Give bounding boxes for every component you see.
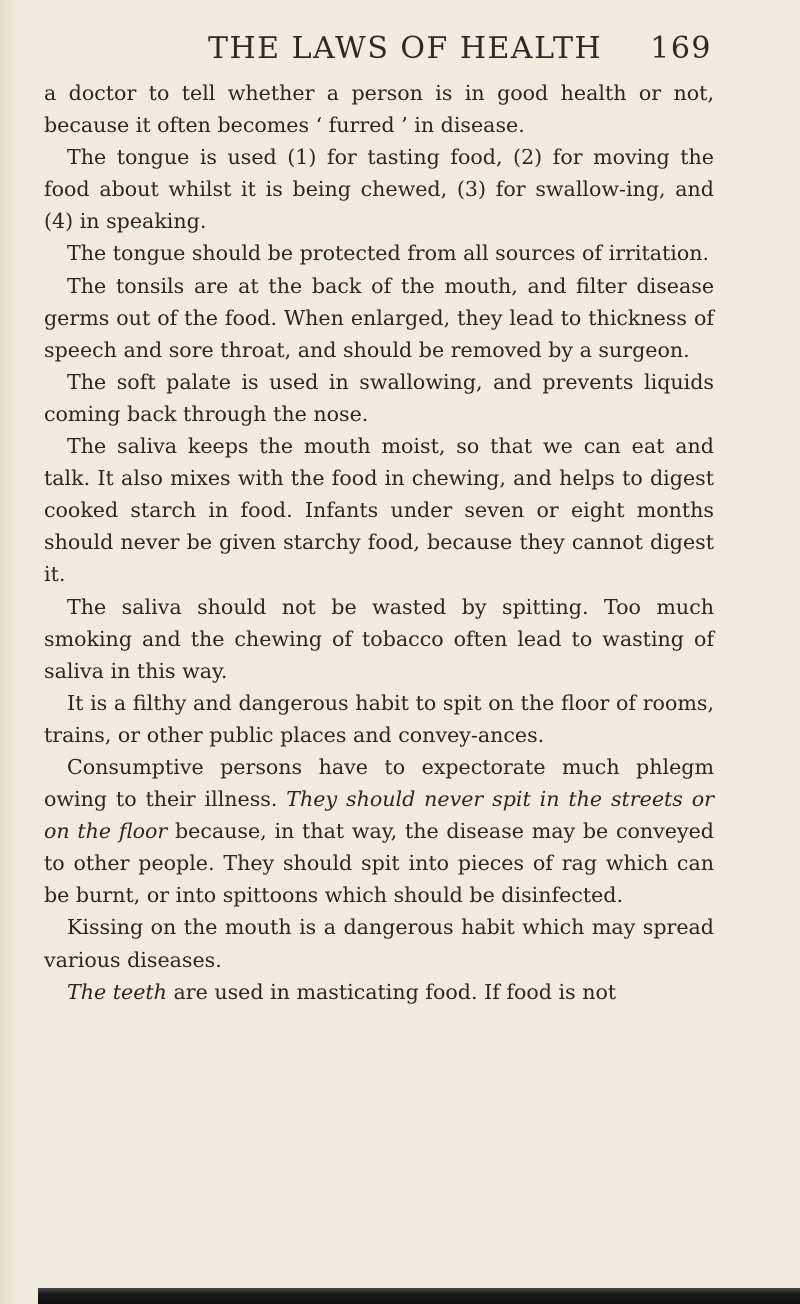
body-text: [44, 77, 714, 1008]
running-title: THE LAWS OF HEALTH: [208, 30, 603, 66]
page-number: 169: [650, 30, 712, 66]
paragraph-consumptive: [44, 751, 714, 911]
paragraph-saliva: The saliva keeps the mouth moist, so that we can eat and talk. It also mixes with the food in chewing, and helps to digest cooked starch in food. Infants under seven or eight months should never be given starchy food, because they cannot digest it.: [44, 434, 714, 587]
paragraph-soft-palate: The soft palate is used in swallowing, and prevents liquids coming back through the nose.: [44, 369, 714, 426]
paragraph-teeth: [44, 976, 714, 1008]
consumptive-text-after: because, in that way, the disease may be conveyed to other people. They should spit into pieces of rag which can be burnt, or into spittoons which should be disinfected.: [44, 819, 714, 908]
page-bottom-edge: [38, 1288, 800, 1304]
paragraph-tongue-uses: The tongue is used (1) for tasting food, (2) for moving the food about whilst it is being chewed, (3) for swallow-ing, and (4) in speaking.: [44, 145, 714, 234]
paragraph-tonsils: The tonsils are at the back of the mouth, and filter disease germs out of the food. When enlarged, they lead to thickness of speech and sore throat, and should be removed by a surgeon.: [44, 273, 714, 362]
paragraph-tongue-protection: The tongue should be protected from all sources of irritation.: [67, 241, 710, 266]
consumptive-text-italic: They should never spit in the streets or on the floor: [44, 787, 714, 844]
teeth-text-italic: The teeth: [67, 979, 167, 1004]
paragraph-spitting-habit: It is a filthy and dangerous habit to spit on the floor of rooms, trains, or other public places and convey-ances.: [44, 690, 714, 747]
teeth-text-after: are used in masticating food. If food is not: [166, 979, 617, 1004]
paragraph-continuation: a doctor to tell whether a person is in good health or not, because it often becomes ‘ furred ’ in disease.: [44, 81, 714, 138]
page-header: [208, 28, 712, 68]
paragraph-kissing: Kissing on the mouth is a dangerous habit which may spread various diseases.: [44, 915, 714, 972]
paragraph-spitting: The saliva should not be wasted by spitting. Too much smoking and the chewing of tobacco often lead to wasting of saliva in this way.: [44, 594, 714, 683]
consumptive-text-before: Consumptive persons have to expectorate much phlegm owing to their illness.: [44, 754, 714, 812]
